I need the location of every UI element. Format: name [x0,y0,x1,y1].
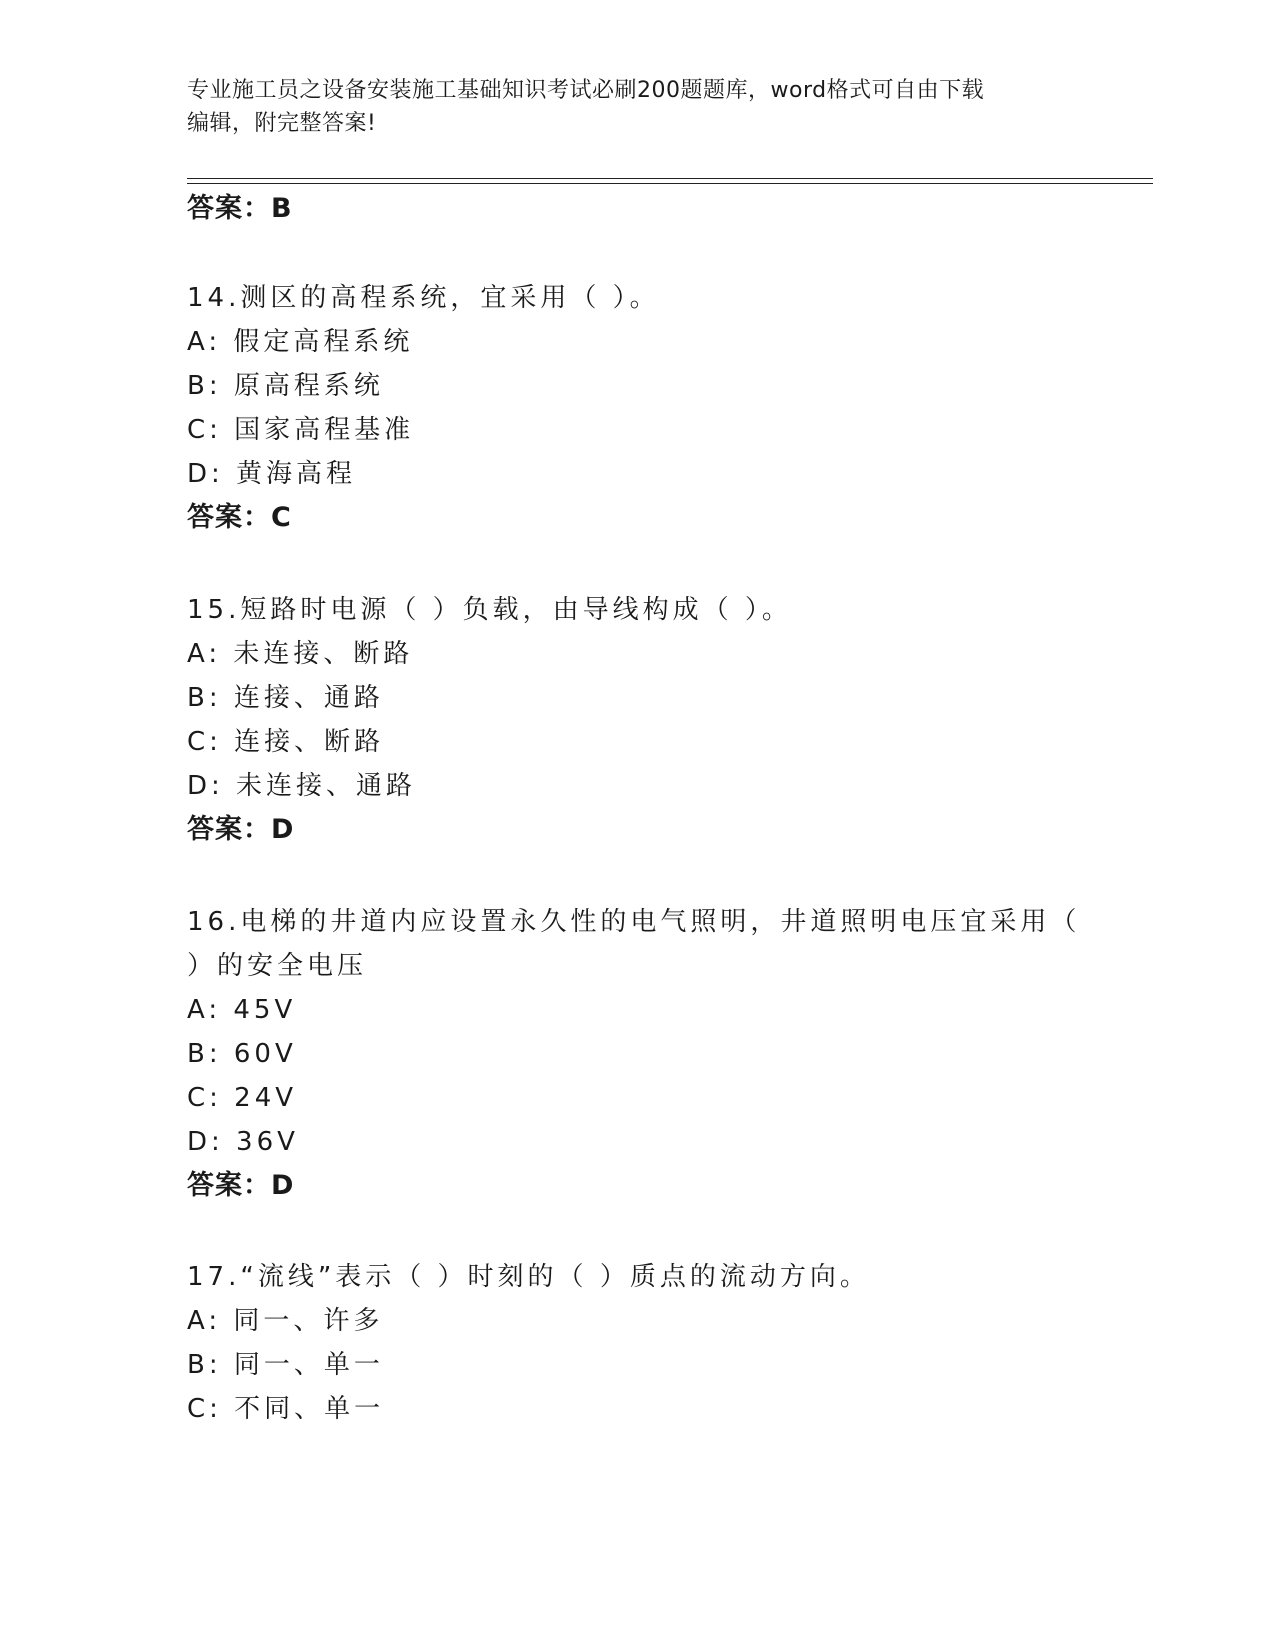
option-line: A: 未连接、断路 [187,639,414,669]
option-line: D: 未连接、通路 [187,771,417,801]
option-line: B: 60V [187,1039,297,1069]
answer-line: 答案：C [187,502,292,533]
answer-line: 答案：B [187,193,293,224]
option-line: B: 连接、通路 [187,683,384,713]
header-line-2: 编辑，附完整答案! [187,111,377,136]
question-line: ）的安全电压 [187,951,368,981]
header-divider-thick [187,183,1153,184]
option-line: C: 24V [187,1083,298,1113]
option-line: A: 45V [187,995,297,1025]
header-divider-thin [187,178,1153,179]
option-line: C: 国家高程基准 [187,415,415,445]
document-header [187,74,1077,140]
answer-line: 答案：D [187,814,295,845]
question-line: 16.电梯的井道内应设置永久性的电气照明，井道照明电压宜采用（ [187,907,1081,937]
question-line: 15.短路时电源（ ）负载，由导线构成（ ）。 [187,595,792,625]
option-line: A: 同一、许多 [187,1306,384,1336]
option-line: C: 不同、单一 [187,1394,385,1424]
option-line: B: 同一、单一 [187,1350,384,1380]
option-line: C: 连接、断路 [187,727,385,757]
header-line-1: 专业施工员之设备安装施工基础知识考试必刷200题题库，word格式可自由下载 [187,78,985,103]
option-line: A: 假定高程系统 [187,327,414,357]
question-line: 17.“流线”表示（ ）时刻的（ ）质点的流动方向。 [187,1262,870,1292]
option-line: B: 原高程系统 [187,371,384,401]
question-line: 14.测区的高程系统，宜采用（ ）。 [187,283,660,313]
option-line: D: 黄海高程 [187,459,357,489]
option-line: D: 36V [187,1127,299,1157]
answer-line: 答案：D [187,1170,295,1201]
